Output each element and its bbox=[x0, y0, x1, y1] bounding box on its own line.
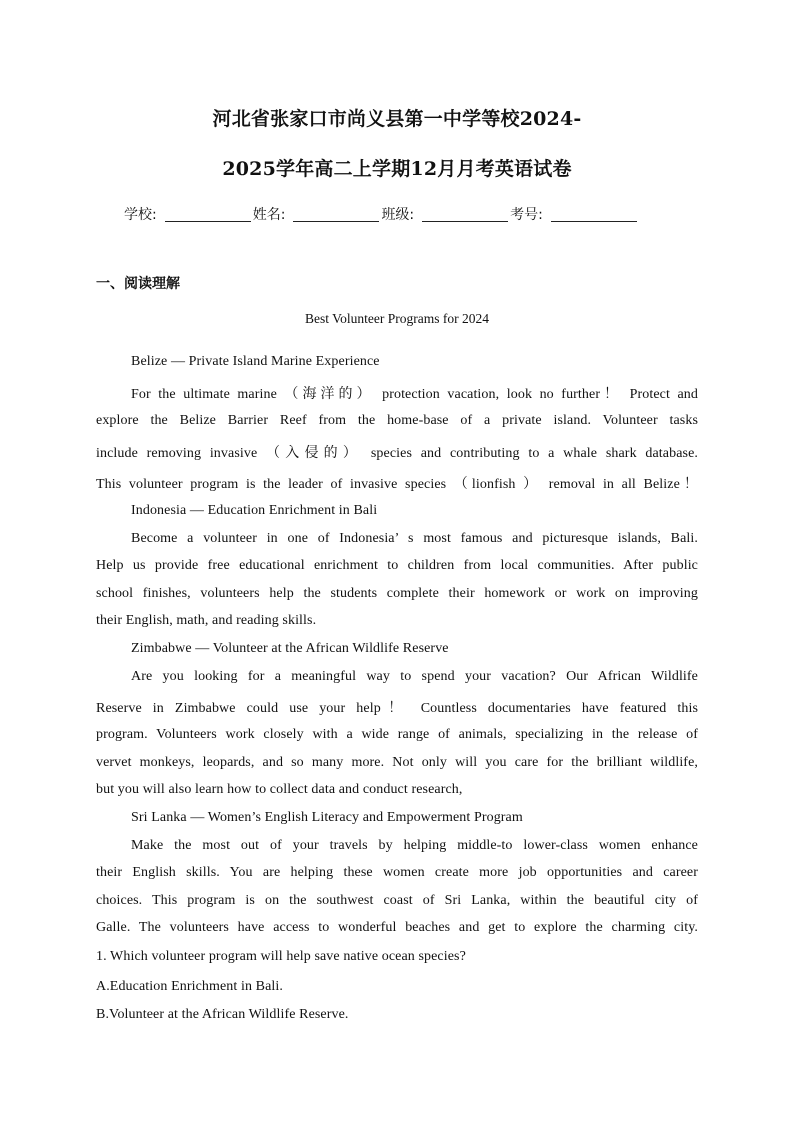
school-label: 学校: bbox=[124, 207, 157, 223]
paragraph-line: Help us provide free educational enrichment to children from local communities. After public bbox=[96, 558, 698, 573]
paragraph-line: Become a volunteer in one of Indonesia’ s most famous and picturesque islands, Bali. bbox=[131, 531, 698, 546]
name-label: 姓名: bbox=[252, 207, 286, 223]
paragraph-line: school finishes, volunteers help the students complete their homework or work on improving bbox=[96, 586, 698, 601]
name-blank[interactable] bbox=[293, 207, 379, 222]
passage-title: Best Volunteer Programs for 2024 bbox=[305, 311, 489, 326]
paragraph-line: Make the most out of your travels by helping middle-to lower-class women enhance bbox=[131, 838, 698, 853]
class-blank[interactable] bbox=[422, 207, 508, 222]
number-blank[interactable] bbox=[551, 207, 637, 222]
paragraph-line: This volunteer program is the leader of invasive species （lionfish ） removal in all Belize！ bbox=[96, 477, 698, 492]
document-title-line-1: 河北省张家口市尚义县第一中学等校2024- bbox=[212, 108, 582, 130]
paragraph-line: Are you looking for a meaningful way to spend your vacation? Our African Wildlife bbox=[131, 669, 698, 684]
student-info-row bbox=[124, 204, 639, 224]
paragraph-line: choices. This program is on the southwest coast of Sri Lanka, within the beautiful city of bbox=[96, 893, 698, 908]
paragraph-line: their English skills. You are helping these women create more job opportunities and career bbox=[96, 865, 698, 880]
document-title-line-2: 2025学年高二上学期12月月考英语试卷 bbox=[222, 158, 572, 180]
question-stem: 1. Which volunteer program will help save native ocean species? bbox=[96, 949, 466, 964]
paragraph-line: program. Volunteers work closely with a wide range of animals, specializing in the release of bbox=[96, 727, 698, 742]
paragraph-line: Reserve in Zimbabwe could use your help！ Countless documentaries have featured this bbox=[96, 701, 698, 716]
number-label: 考号: bbox=[510, 207, 543, 223]
paragraph-line: vervet monkeys, leopards, and so many more. Not only will you care for the brilliant wildlife, bbox=[96, 755, 698, 770]
answer-option-b[interactable]: B.Volunteer at the African Wildlife Reserve. bbox=[96, 1007, 349, 1022]
answer-option-a[interactable]: A.Education Enrichment in Bali. bbox=[96, 979, 284, 994]
program-heading-sri-lanka: Sri Lanka — Women’s English Literacy and Empowerment Program bbox=[131, 810, 523, 825]
class-label: 班级: bbox=[381, 207, 415, 223]
paragraph-line: Galle. The volunteers have access to wonderful beaches and get to explore the charming city. bbox=[96, 920, 698, 935]
paragraph-line: their English, math, and reading skills. bbox=[96, 613, 317, 628]
program-heading-zimbabwe: Zimbabwe — Volunteer at the African Wildlife Reserve bbox=[131, 641, 449, 656]
paragraph-line: explore the Belize Barrier Reef from the home-base of a private island. Volunteer tasks bbox=[96, 413, 698, 428]
program-heading-belize: Belize — Private Island Marine Experience bbox=[131, 354, 380, 369]
paragraph-line: For the ultimate marine （海洋的） protection vacation, look no further！ Protect and bbox=[131, 387, 698, 402]
paragraph-line: but you will also learn how to collect data and conduct research, bbox=[96, 782, 463, 797]
section-heading: 一、阅读理解 bbox=[96, 276, 180, 292]
paragraph-line: include removing invasive （入侵的） species and contributing to a whale shark database. bbox=[96, 446, 698, 461]
program-heading-indonesia: Indonesia — Education Enrichment in Bali bbox=[131, 503, 378, 518]
school-blank[interactable] bbox=[165, 207, 251, 222]
